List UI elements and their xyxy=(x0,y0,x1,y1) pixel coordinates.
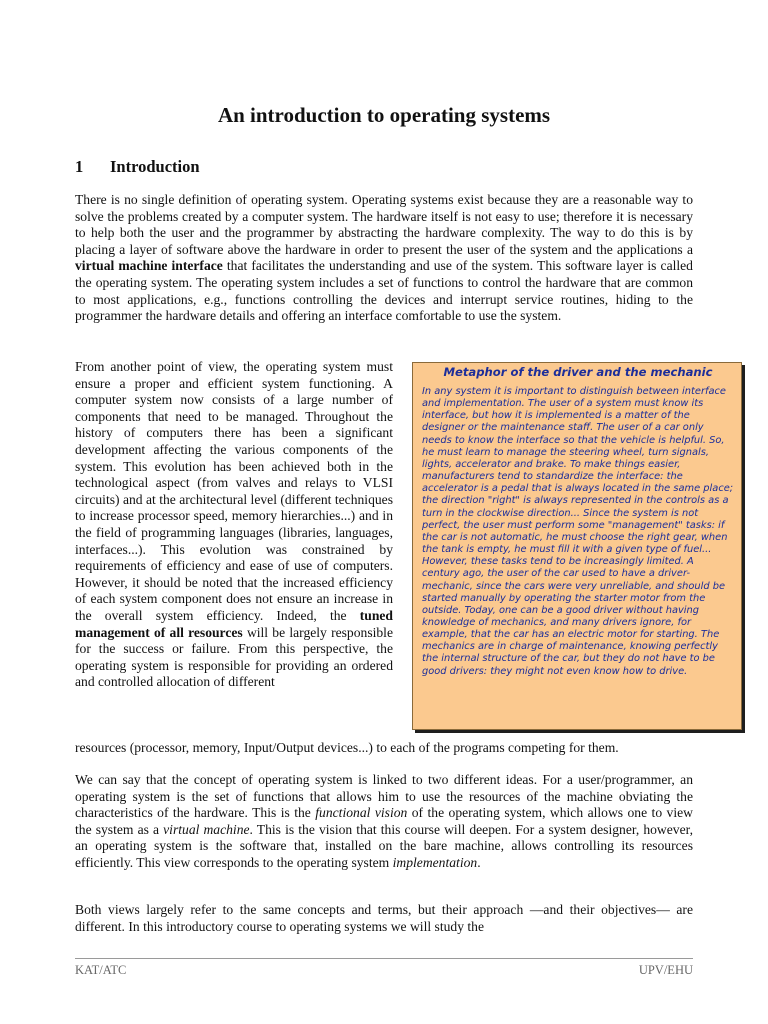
paragraph-1-bold: virtual machine interface xyxy=(75,258,223,274)
paragraph-3-text-c: . This is the vision that this course will deepen. For a system designer, however, an operating system is the software that, installed on the bare machine, allows controlling its resources efficiently. This view corresponds to the operating system xyxy=(75,821,693,870)
section-title: Introduction xyxy=(110,157,200,176)
sidebar-body: In any system it is important to distinguish between interface and implementation. The user of a system must know its interface, but how it is implemented is a matter of the designer or the maintenance staff. The user of a car only needs to know the interface so that the vehicle is helpful. So, he must learn to manage the steering wheel, turn signals, lights, accelerator and brake. To make things easier, manufacturers tend to standardize the interface: the accelerator is a pedal that is always located in the same place; the direction "right" is always represented in the controls as a turn in the clockwise direction... Since the system is not perfect, the user must perform some "management" tasks: if the car is not automatic, he must choose the right gear, when the tank is empty, he must fill it with a given type of fuel... However, these tasks tend to be increasingly limited. A century ago, the user of the car used to have a driver-mechanic, since the cars were very unreliable, and should be started manually by operating the starter motor from the outside. Today, one can be a good driver without having knowledge of mechanics, and many drivers ignore, for example, that the car has an electric motor for starting. The mechanics are in charge of maintenance, knowing perfectly the internal structure of the car, but they do not have to be good drivers: they might not even know how to drive. xyxy=(422,386,734,677)
paragraph-3-text-d: . xyxy=(477,854,481,870)
footer-divider xyxy=(75,958,693,959)
paragraph-1-text-a: There is no single definition of operating system. Operating systems exist because they are a reasonable way to solve the problems created by a computer system. The hardware itself is not easy to use; therefore it is necessary to help both the user and the programmer by abstracting the hardware complexity. The way to do this is by placing a layer of software above the hardware in order to present the user of the system and the applications a xyxy=(75,192,693,257)
paragraph-3-text-b: of the operating system, which allows one to view the system as a xyxy=(75,805,693,837)
paragraph-2-text-a: From another point of view, the operating system must ensure a proper and efficient system functioning. A computer system now consists of a large number of components that need to be managed. Throughout the history of computers there has been a significant development affecting the various components of the system. This evolution has been achieved both in the technological aspect (from valves and relays to VLSI circuits) and at the architectural level (different techniques to increase processor speed, memory hierarchies...) and in the field of programming languages (libraries, languages, interfaces...). This evolution was constrained by requirements of efficiency and ease of use of computers. However, it should be noted that the increased efficiency of each system component does not ensure an increase in the overall system efficiency. Indeed, the xyxy=(75,359,393,623)
paragraph-3-italic-functional-vision: functional vision xyxy=(315,805,408,821)
paragraph-1 xyxy=(75,192,693,325)
paragraph-2-bold: tuned management of all resources xyxy=(75,607,393,640)
paragraph-3-italic-virtual-machine: virtual machine xyxy=(163,821,250,837)
section-heading xyxy=(75,157,200,177)
section-number: 1 xyxy=(75,157,84,176)
paragraph-2-text-b: will be largely responsible for the success or failure. From this perspective, the operating system is responsible for providing an ordered and controlled allocation of different xyxy=(75,624,393,690)
paragraph-4: Both views largely refer to the same concepts and terms, but their approach —and their objectives— are different. In this introductory course to operating systems we will study the xyxy=(75,902,693,934)
paragraph-2 xyxy=(75,359,393,691)
paragraph-3 xyxy=(75,772,693,872)
paragraph-2-continuation: resources (processor, memory, Input/Output devices...) to each of the programs competing for them. xyxy=(75,740,619,755)
metaphor-sidebar-box xyxy=(412,362,742,730)
document-title: An introduction to operating systems xyxy=(217,103,551,127)
sidebar-title: Metaphor of the driver and the mechanic xyxy=(443,365,713,379)
paragraph-3-italic-implementation: implementation xyxy=(392,854,478,870)
footer-right-label: UPV/EHU xyxy=(638,963,693,977)
paragraph-3-text-a: We can say that the concept of operating system is linked to two different ideas. For a user/programmer, an operating system is the set of functions that allows him to use the resources of the machine obviating the characteristics of the hardware. This is the xyxy=(75,772,693,821)
footer-left-label: KAT/ATC xyxy=(75,963,127,977)
paragraph-1-text-b: that facilitates the understanding and use of the system. This software layer is called the operating system. The operating system includes a set of functions to control the hardware that are common to most applications, e.g., functions controlling the devices and interrupt service routines, hiding to the programmer the hardware details and offering an interface comfortable to use the system. xyxy=(75,258,693,324)
